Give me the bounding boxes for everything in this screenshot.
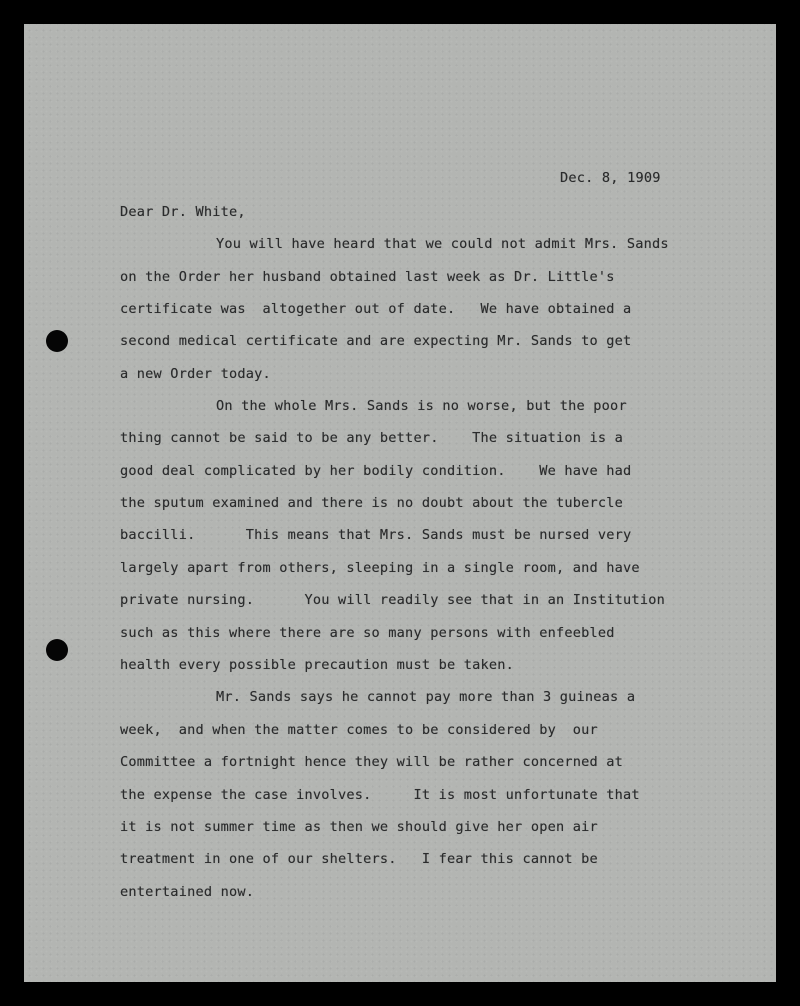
letter-line: a new Order today. [120,366,271,382]
letter-line: You will have heard that we could not admit Mrs. Sands [216,236,669,252]
letter-line: it is not summer time as then we should give her open air [120,819,598,835]
letter-line: on the Order her husband obtained last week as Dr. Little's [120,269,615,285]
letter-line: certificate was altogether out of date. We have obtained a [120,301,632,317]
letter-line: private nursing. You will readily see that in an Institution [120,592,665,608]
letter-line: the expense the case involves. It is most unfortunate that [120,787,640,803]
letter-line: week, and when the matter comes to be considered by our [120,722,598,738]
letter-line: such as this where there are so many persons with enfeebled [120,625,615,641]
letter-line: second medical certificate and are expecting Mr. Sands to get [120,333,632,349]
letter-line: Committee a fortnight hence they will be rather concerned at [120,754,624,770]
punch-hole [46,330,68,352]
letter-line: baccilli. This means that Mrs. Sands must be nursed very [120,527,632,543]
letter-date: Dec. 8, 1909 [560,170,661,186]
letter-line: health every possible precaution must be taken. [120,657,515,673]
letter-line: treatment in one of our shelters. I fear this cannot be [120,851,598,867]
letter-line: Mr. Sands says he cannot pay more than 3 guineas a [216,689,636,705]
letter-salutation: Dear Dr. White, [120,204,246,220]
letter-line: On the whole Mrs. Sands is no worse, but the poor [216,398,627,414]
letter-line: the sputum examined and there is no doubt about the tubercle [120,495,624,511]
letter-line: good deal complicated by her bodily condition. We have had [120,463,632,479]
letter-line: largely apart from others, sleeping in a single room, and have [120,560,640,576]
letter-line: entertained now. [120,884,255,900]
punch-hole [46,639,68,661]
letter-line: thing cannot be said to be any better. The situation is a [120,430,624,446]
